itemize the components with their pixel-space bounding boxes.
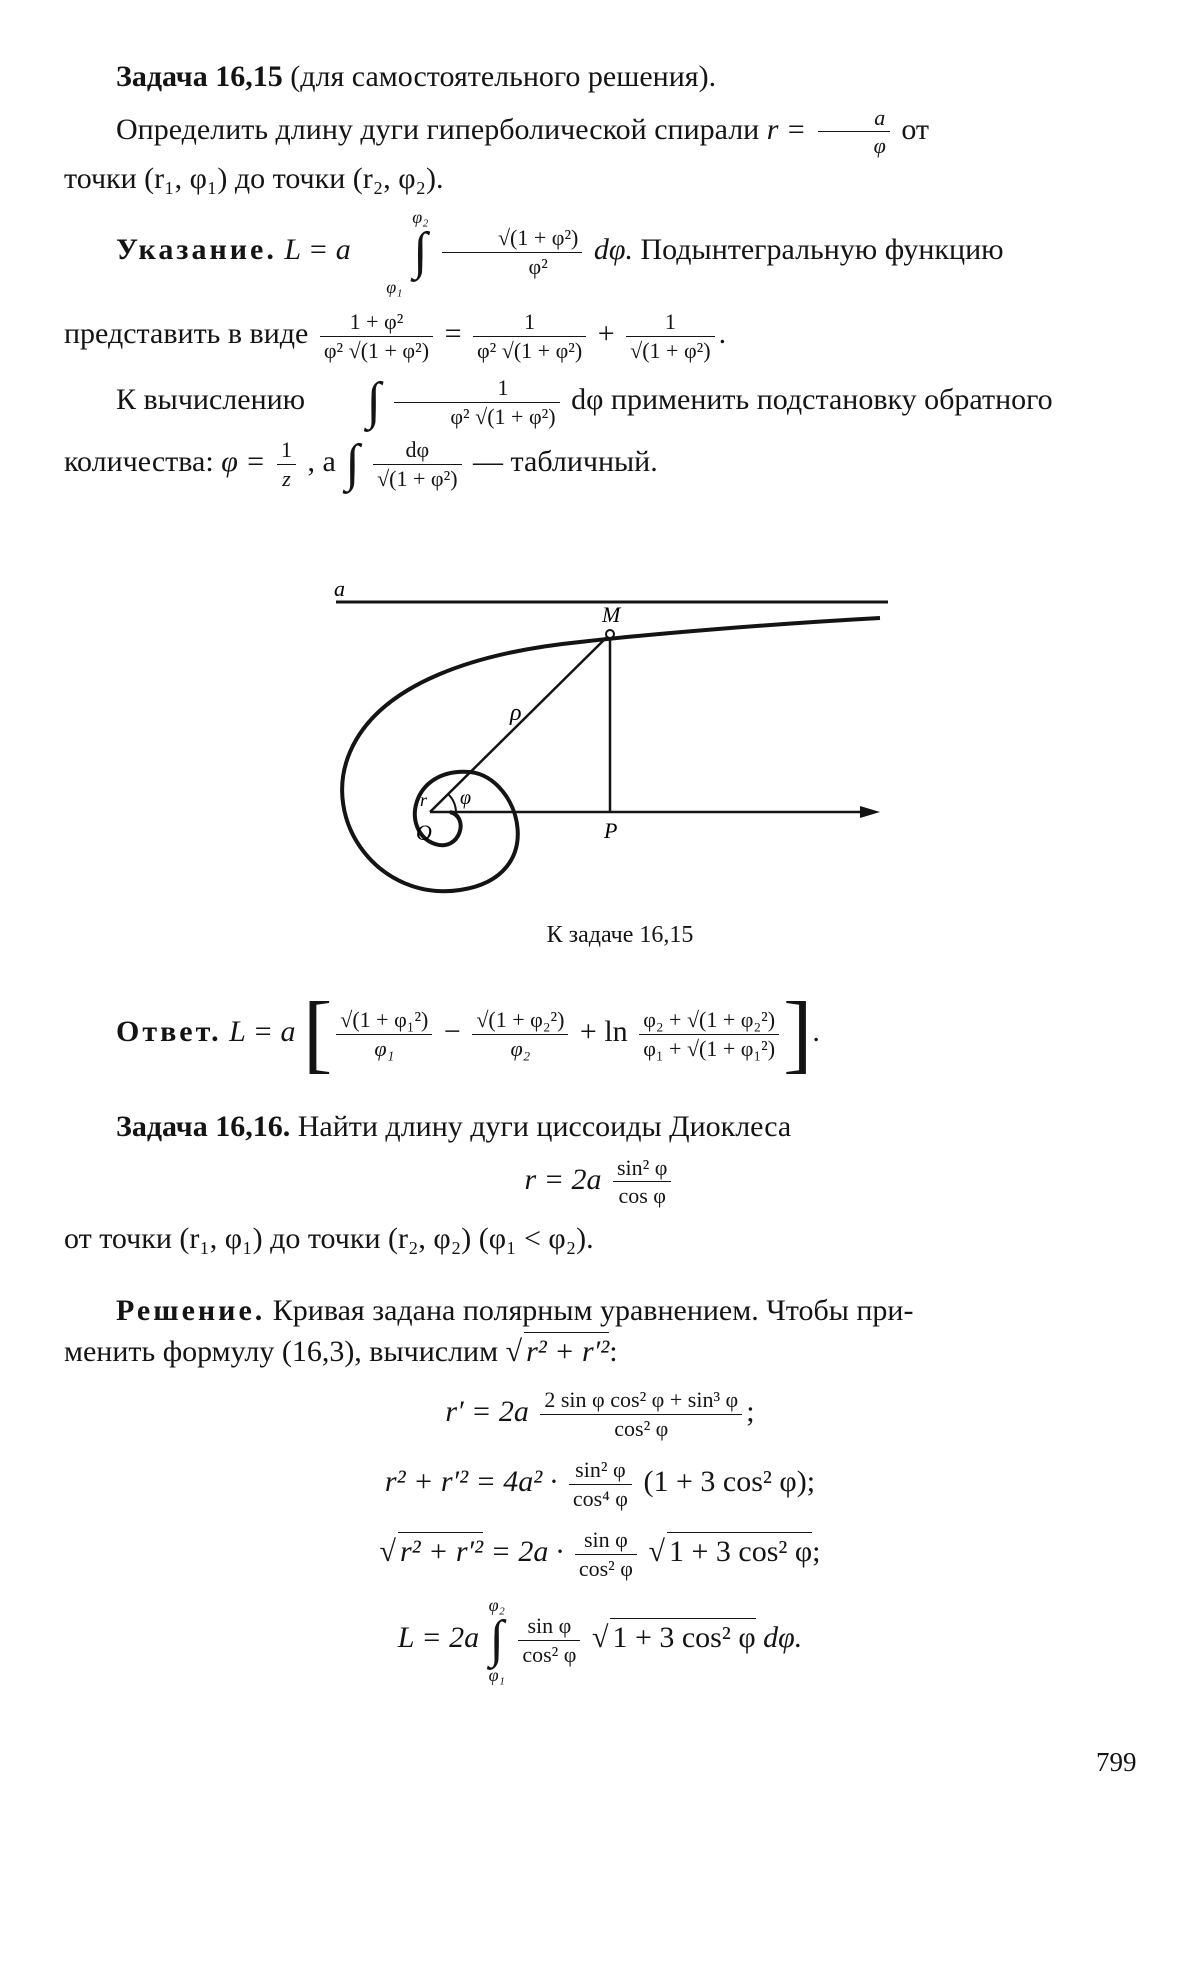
frac-num: √(1 + φ₁²) xyxy=(336,1006,432,1035)
dphi: dφ. xyxy=(593,232,633,266)
statement-text: Найти длину дуги циссоиды Диоклеса xyxy=(297,1110,792,1143)
task-16-16 xyxy=(64,1108,1136,1257)
task-title: Задача 16,15 xyxy=(116,60,283,93)
a-over-phi xyxy=(818,104,890,160)
frac-num: 1 xyxy=(473,308,586,337)
frac-den: √(1 + φ²) xyxy=(377,465,458,491)
fraction xyxy=(569,1456,632,1512)
frac-den: φ² √(1 + φ²) xyxy=(476,337,583,363)
solution-line-1 xyxy=(64,1292,1136,1330)
task-heading xyxy=(64,58,1136,96)
fraction xyxy=(320,308,433,364)
frac-den: cos² φ xyxy=(614,1415,669,1441)
frac-den: cos² φ xyxy=(578,1555,633,1581)
hint-text: Подынтегральную функцию xyxy=(640,232,1004,266)
task-statement-cont: точки (r₁, φ₁) до точки (r₂, φ₂). xyxy=(64,161,444,195)
frac-num: √(1 + φ²) xyxy=(442,224,582,253)
solution-text: менить формулу (16,3), вычислим xyxy=(64,1334,499,1368)
figure-caption: К задаче 16,15 xyxy=(546,922,694,948)
frac-num: 2 sin φ cos² φ + sin³ φ xyxy=(540,1386,742,1415)
sqrt-icon: √ xyxy=(505,1334,523,1368)
label-r: r xyxy=(420,790,428,810)
asymptote-label: a xyxy=(334,576,345,601)
frac-num: 1 xyxy=(277,436,296,465)
eq-end: ; xyxy=(746,1394,755,1428)
colon: : xyxy=(609,1334,618,1368)
hint-line-2 xyxy=(64,308,1136,364)
integral-sign: ∫ xyxy=(366,373,381,430)
label-O: O xyxy=(416,820,432,845)
integral-sign: φ₂ ∫ φ₁ xyxy=(488,1595,505,1685)
frac-den: φ² xyxy=(528,253,548,279)
label-P: P xyxy=(604,818,618,843)
equation-4 xyxy=(64,1596,1136,1684)
page-number: 799 xyxy=(1096,1747,1137,1777)
int-upper: φ₂ xyxy=(412,207,429,227)
point-M xyxy=(606,630,614,638)
frac-num: φ₂ + √(1 + φ₂²) xyxy=(639,1006,779,1035)
answer-line xyxy=(116,985,1136,1082)
hint-text: количества: xyxy=(64,444,214,478)
arrowhead-icon xyxy=(860,806,880,818)
right-bracket: ] xyxy=(783,985,813,1082)
task-statement xyxy=(64,1108,1136,1146)
frac-den: φ₁ xyxy=(374,1035,395,1061)
hint-text: — табличный. xyxy=(473,444,658,478)
angle-arc xyxy=(448,794,456,812)
answer-label: Ответ. xyxy=(116,1014,222,1048)
task-statement xyxy=(64,104,1136,160)
frac-den: φ₁ + √(1 + φ₁²) xyxy=(643,1035,776,1061)
solution-text: Кривая задана полярным уравнением. Чтобы при- xyxy=(272,1294,914,1327)
eq-end: ; xyxy=(812,1534,821,1568)
hint-line-1 xyxy=(64,208,1136,296)
sqrt-icon: √ xyxy=(591,1620,609,1654)
frac-num: sin φ xyxy=(575,1526,637,1555)
sqrt-radicand: 1 + 3 cos² φ xyxy=(667,1532,812,1571)
sqrt-radicand: 1 + 3 cos² φ xyxy=(610,1618,755,1657)
label-rho: ρ xyxy=(510,700,522,726)
frac-num: 1 xyxy=(626,308,714,337)
task-statement-cont: от точки (r₁, φ₁) до точки (r₂, φ₂) (φ₁ < φ₂). xyxy=(64,1221,594,1255)
left-bracket: [ xyxy=(302,985,333,1082)
hint-label: Указание. xyxy=(116,232,277,266)
sqrt-radicand: r² + r′² xyxy=(398,1532,483,1571)
sqrt-radicand: r² + r′² xyxy=(524,1332,609,1371)
frac-den: φ₂ xyxy=(510,1035,531,1061)
plus-sign: + xyxy=(597,316,615,350)
fraction xyxy=(626,308,714,364)
frac-den: φ² √(1 + φ²) xyxy=(450,403,556,429)
statement-text: Определить длину дуги гиперболической спирали xyxy=(116,112,760,146)
frac-den: cos² φ xyxy=(522,1641,577,1667)
int-lower: φ₁ xyxy=(488,1665,505,1685)
statement-text: от xyxy=(901,112,930,146)
frac-num: sin² φ xyxy=(569,1456,632,1485)
integral-sign: φ₂ ∫ φ₁ xyxy=(386,207,429,297)
eq-lhs: L = 2a xyxy=(397,1620,480,1654)
task-16-15 xyxy=(64,58,1136,197)
fraction xyxy=(518,1612,580,1668)
cissoid-equation xyxy=(64,1154,1136,1210)
plus-ln: + ln xyxy=(579,1014,628,1048)
fraction xyxy=(277,436,296,492)
label-M: M xyxy=(602,602,621,627)
hint xyxy=(64,208,1136,492)
frac-num: sin φ xyxy=(518,1612,580,1641)
sqrt-icon: √ xyxy=(379,1534,396,1568)
r-equation: r = 2a xyxy=(524,1162,602,1196)
fraction xyxy=(540,1386,742,1442)
spiral-figure xyxy=(320,572,920,912)
fraction xyxy=(613,1154,671,1210)
frac-num: sin² φ xyxy=(613,1154,671,1183)
hint-text: , а xyxy=(307,444,336,478)
fraction xyxy=(575,1526,637,1582)
integral-sign: ∫ xyxy=(345,435,360,492)
r-equation: r = xyxy=(766,112,807,146)
task-note: (для самостоятельного решения). xyxy=(290,60,717,93)
frac-den: z xyxy=(282,465,291,491)
frac-den: φ² √(1 + φ²) xyxy=(323,337,430,363)
fraction xyxy=(473,308,586,364)
L-equation: L = a xyxy=(284,232,351,266)
sqrt-icon: √ xyxy=(648,1534,665,1568)
fraction xyxy=(472,1006,568,1062)
eq-mid: = 2a · xyxy=(490,1534,564,1568)
equals-sign: = xyxy=(444,316,462,350)
eq-end: dφ. xyxy=(763,1620,803,1654)
frac-num: a xyxy=(818,104,890,133)
frac-den: φ xyxy=(873,133,886,158)
frac-num: 1 xyxy=(394,374,559,403)
period: . xyxy=(812,1014,820,1048)
solution xyxy=(64,1292,1136,1684)
eq-lhs: r′ = 2a xyxy=(445,1394,529,1428)
frac-den: √(1 + φ²) xyxy=(630,337,711,363)
int-lower: φ₁ xyxy=(386,277,403,297)
integrand xyxy=(442,224,582,280)
frac-num: √(1 + φ₂²) xyxy=(472,1006,568,1035)
frac-den: cos φ xyxy=(618,1183,666,1208)
hint-line-4 xyxy=(64,436,1136,492)
solution-label: Решение. xyxy=(116,1294,266,1327)
label-phi: φ xyxy=(460,787,472,809)
minus-sign: − xyxy=(443,1014,461,1048)
fraction xyxy=(336,1006,432,1062)
fraction xyxy=(639,1006,779,1062)
fraction xyxy=(373,436,461,492)
equation-3 xyxy=(64,1526,1136,1582)
eq-lhs: r² + r′² = 4a² · xyxy=(384,1464,558,1498)
frac-num: dφ xyxy=(373,436,461,465)
hint-text: dφ применить подстановку обратного xyxy=(571,382,1053,416)
equation-2 xyxy=(64,1456,1136,1512)
int-upper: φ₂ xyxy=(488,1595,505,1615)
phi-equation: φ = xyxy=(221,444,266,478)
equation-1 xyxy=(64,1386,1136,1442)
fraction xyxy=(394,374,559,430)
hint-line-3 xyxy=(64,374,1136,430)
eq-end: (1 + 3 cos² φ); xyxy=(643,1464,816,1498)
frac-num: 1 + φ² xyxy=(320,308,433,337)
hint-text: К вычислению xyxy=(116,382,306,416)
answer xyxy=(64,985,1136,1082)
period: . xyxy=(718,316,727,350)
solution-line-2 xyxy=(64,1332,1136,1371)
hint-text: представить в виде xyxy=(64,316,309,350)
L-equation: L = a xyxy=(229,1014,296,1048)
task-title: Задача 16,16. xyxy=(116,1110,291,1143)
frac-den: cos⁴ φ xyxy=(572,1485,629,1511)
